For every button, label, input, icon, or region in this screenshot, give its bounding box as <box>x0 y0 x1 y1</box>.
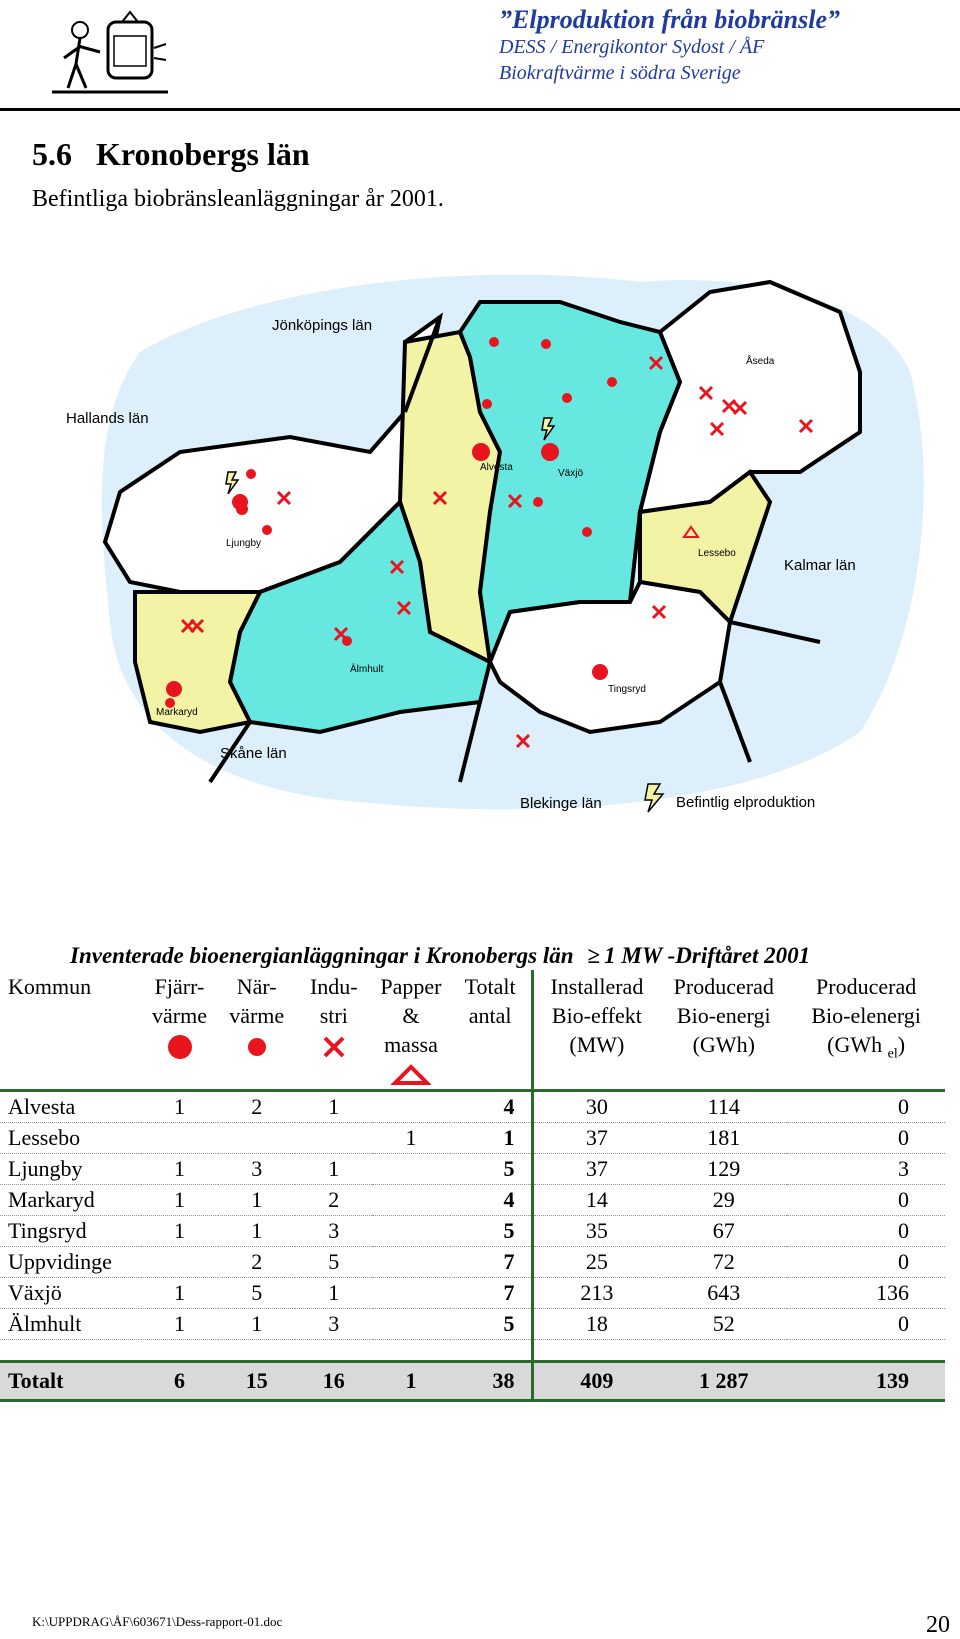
table-cell: 114 <box>707 1094 740 1119</box>
table-cell: 35 <box>532 1216 660 1247</box>
inventory-table <box>0 970 945 1402</box>
section-title: Kronobergs län <box>96 136 310 172</box>
header-logo <box>50 8 170 98</box>
header-kommun: Kommun <box>8 974 92 999</box>
table-cell <box>372 1278 449 1309</box>
table-cell: 16 <box>295 1362 372 1401</box>
table-cell: 2 <box>251 1094 263 1119</box>
table-cell: Alvesta <box>8 1094 76 1119</box>
table-cell: Älmhult <box>8 1311 82 1336</box>
label-kalmar: Kalmar län <box>784 557 856 574</box>
label-markaryd: Markaryd <box>156 707 198 718</box>
table-cell: 1 <box>251 1187 263 1212</box>
table-cell <box>372 1216 449 1247</box>
table-cell: 1 <box>328 1280 340 1305</box>
table-cell <box>218 1123 295 1154</box>
table-cell: 1 <box>251 1218 263 1243</box>
table-cell <box>372 1154 449 1185</box>
county-map <box>60 262 960 862</box>
table-spacer-row <box>0 1340 945 1362</box>
table-row <box>0 1309 945 1340</box>
label-skane: Skåne län <box>220 745 287 762</box>
header-producerad-el: Producerad Bio-elenergi (GWh $_{el}$) <box>811 974 921 1062</box>
table-cell: 3 <box>328 1311 340 1336</box>
map-legend: Befintlig elproduktion <box>676 794 816 811</box>
table-cell: 3 <box>328 1218 340 1243</box>
header-rule <box>0 108 960 111</box>
label-lessebo: Lessebo <box>698 548 736 559</box>
table-cell <box>660 1340 787 1362</box>
table-cell: 2 <box>328 1187 340 1212</box>
table-cell <box>532 1340 660 1362</box>
table-cell <box>450 1340 532 1362</box>
table-total-row <box>0 1362 945 1401</box>
large-dot-icon <box>167 1034 193 1060</box>
header-title: ”Elproduktion från biobränsle” <box>499 5 840 34</box>
table-cell: Markaryd <box>8 1187 95 1212</box>
table-cell: 1 287 <box>660 1362 787 1401</box>
table-row <box>0 1091 945 1123</box>
cross-icon <box>321 1034 347 1060</box>
table-cell: 1 <box>328 1094 340 1119</box>
table-cell <box>372 1185 449 1216</box>
table-cell: 4 <box>503 1187 515 1212</box>
table-cell: 0 <box>898 1094 909 1119</box>
table-cell <box>372 1340 449 1362</box>
table-cell: 0 <box>898 1218 909 1243</box>
table-cell: Lessebo <box>8 1125 81 1150</box>
table-cell: 37 <box>532 1154 660 1185</box>
table-cell: 1 <box>328 1156 340 1181</box>
table-cell: 1 <box>174 1311 185 1336</box>
header-industri: Indu- stri <box>295 970 372 1091</box>
table-cell: 3 <box>251 1156 263 1181</box>
table-cell: 72 <box>712 1249 735 1274</box>
header-text <box>499 6 840 86</box>
table-cell: 0 <box>898 1187 909 1212</box>
table-cell: 29 <box>712 1187 735 1212</box>
header-papper: Papper & massa <box>372 970 449 1091</box>
table-title-geq: ≥ <box>587 943 601 968</box>
table-cell: 5 <box>251 1280 263 1305</box>
table-title-tail: 1 MW -Driftåret 2001 <box>604 943 811 968</box>
table-cell: 1 <box>372 1362 449 1401</box>
label-alvesta: Alvesta <box>480 462 513 473</box>
table-cell <box>218 1340 295 1362</box>
table-cell: 2 <box>251 1249 263 1274</box>
section-heading <box>32 136 310 173</box>
table-cell: 37 <box>532 1123 660 1154</box>
table-title <box>70 943 810 969</box>
table-cell <box>295 1340 372 1362</box>
table-cell: Tingsryd <box>8 1218 87 1243</box>
table-cell: Uppvidinge <box>8 1249 112 1274</box>
table-cell: 1 <box>174 1280 185 1305</box>
table-row <box>0 1216 945 1247</box>
table-cell: 0 <box>898 1125 909 1150</box>
table-cell: 1 <box>174 1094 185 1119</box>
table-cell: 213 <box>532 1278 660 1309</box>
table-row <box>0 1185 945 1216</box>
header-project: Biokraftvärme i södra Sverige <box>499 62 741 84</box>
header-fjarrvarme: Fjärr- värme <box>141 970 218 1091</box>
table-cell: 1 <box>174 1156 185 1181</box>
table-cell <box>372 1309 449 1340</box>
table-cell <box>0 1340 141 1362</box>
table-cell: 5 <box>503 1218 515 1243</box>
triangle-icon <box>391 1063 431 1087</box>
label-halland: Hallands län <box>66 410 149 427</box>
table-cell <box>141 1123 218 1154</box>
table-cell <box>141 1340 218 1362</box>
table-cell: 7 <box>503 1280 515 1305</box>
table-cell <box>372 1091 449 1123</box>
table-title-main: Inventerade bioenergianläggningar i Kronobergs län <box>70 943 574 968</box>
table-cell: 4 <box>503 1094 515 1119</box>
table-cell: 7 <box>503 1249 515 1274</box>
table-cell: 136 <box>876 1280 909 1305</box>
table-cell: 25 <box>532 1247 660 1278</box>
table-cell: 643 <box>707 1280 741 1305</box>
table-cell: 6 <box>141 1362 218 1401</box>
table-row <box>0 1123 945 1154</box>
table-cell <box>141 1247 218 1278</box>
header-installerad: Installerad Bio-effekt (MW) <box>532 970 660 1091</box>
table-cell: 14 <box>532 1185 660 1216</box>
table-cell: 5 <box>328 1249 340 1274</box>
table-cell: 38 <box>450 1362 532 1401</box>
table-cell: Ljungby <box>8 1156 83 1181</box>
page-number: 20 <box>926 1612 950 1638</box>
table-row <box>0 1154 945 1185</box>
table-cell: 181 <box>707 1125 741 1150</box>
header-org: DESS / Energikontor Sydost / ÅF <box>499 36 765 58</box>
footer-file-path: K:\UPPDRAG\ÅF\603671\Dess-rapport-01.doc <box>32 1614 283 1629</box>
table-cell <box>372 1247 449 1278</box>
table-header-row <box>0 970 945 1091</box>
table-cell: 1 <box>405 1125 417 1150</box>
label-blekinge: Blekinge län <box>520 795 602 812</box>
table-cell: 15 <box>218 1362 295 1401</box>
label-ljungby: Ljungby <box>226 538 262 549</box>
table-cell: 1 <box>251 1311 263 1336</box>
table-cell: 139 <box>787 1362 945 1401</box>
table-cell: 3 <box>898 1156 909 1181</box>
table-cell: 18 <box>532 1309 660 1340</box>
section-number: 5.6 <box>32 136 72 172</box>
header-producerad-energi: Producerad Bio-energi (GWh) <box>673 974 774 1057</box>
label-vaxjo: Växjö <box>558 468 584 479</box>
table-cell: Totalt <box>0 1362 141 1401</box>
table-cell: 129 <box>707 1156 741 1181</box>
table-cell: 30 <box>532 1091 660 1123</box>
label-almhult: Älmhult <box>350 664 384 675</box>
table-cell: 52 <box>712 1311 735 1336</box>
table-cell: 67 <box>712 1218 735 1243</box>
table-cell: 5 <box>503 1156 515 1181</box>
header-narvarme: När- värme <box>218 970 295 1091</box>
table-cell: Växjö <box>8 1280 62 1305</box>
section-subtitle: Befintliga biobränsleanläggningar år 2001. <box>32 186 444 212</box>
header-totalt: Totalt antal <box>464 974 516 1028</box>
table-cell: 1 <box>174 1187 185 1212</box>
table-cell <box>295 1123 372 1154</box>
table-cell: 1 <box>503 1125 515 1150</box>
table-cell: 5 <box>503 1311 515 1336</box>
table-cell: 0 <box>898 1311 909 1336</box>
small-dot-icon <box>244 1034 270 1060</box>
table-cell: 0 <box>898 1249 909 1274</box>
table-cell <box>787 1340 945 1362</box>
label-jonkoping: Jönköpings län <box>272 317 373 334</box>
table-row <box>0 1247 945 1278</box>
table-cell: 409 <box>532 1362 660 1401</box>
label-aseda: Åseda <box>746 356 775 367</box>
table-row <box>0 1278 945 1309</box>
label-tingsryd: Tingsryd <box>608 684 646 695</box>
table-cell: 1 <box>174 1218 185 1243</box>
